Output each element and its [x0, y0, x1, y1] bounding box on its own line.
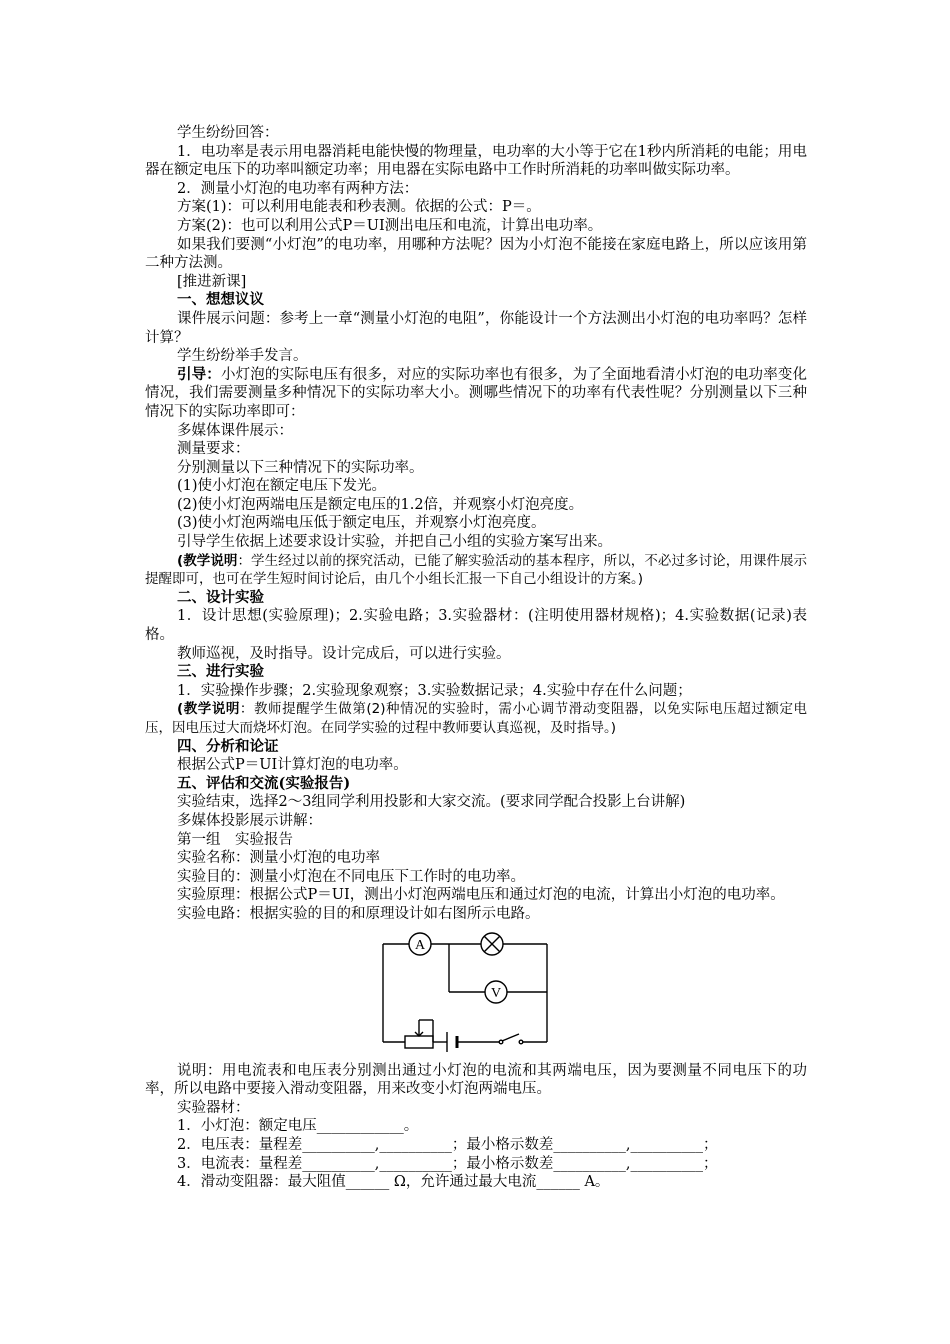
paragraph: 实验器材： — [177, 1099, 250, 1116]
paragraph: 3．电流表：量程差__________,__________；最小格示数差__________,__________； — [177, 1155, 718, 1172]
paragraph: 多媒体课件展示： — [177, 422, 293, 439]
paragraph: (2)使小灯泡两端电压是额定电压的1.2倍，并观察小灯泡亮度。 — [177, 496, 584, 513]
paragraph: 实验名称：测量小灯泡的电功率 — [177, 850, 380, 867]
lamp-symbol — [481, 933, 503, 955]
note-label: (教学说明 — [177, 701, 240, 718]
voltmeter-symbol — [485, 981, 507, 1003]
paragraph: 测量要求： — [177, 441, 250, 458]
paragraph: 学生纷纷回答： — [177, 125, 279, 141]
paragraph: 2．测量小灯泡的电功率有两种方法： — [177, 180, 419, 197]
paragraph: 引导学生依据上述要求设计实验，并把自己小组的实验方案写出来。 — [177, 534, 612, 551]
switch-symbol — [499, 1034, 523, 1044]
paragraph: 课件展示问题：参考上一章“测量小灯泡的电阻”，你能设计一个方法测出小灯泡的电功率吗？怎样计算？ — [145, 310, 807, 346]
note-text: ：教师提醒学生做第(2)种情况的实验时，需小心调节滑动变阻器，以免实际电压超过额定电压，因电压过大而烧坏灯泡。在同学实验的过程中教师要认真巡视，及时指导。) — [145, 701, 807, 736]
paragraph: 1．小灯泡：额定电压____________。 — [177, 1118, 419, 1135]
section-label: [推进新课] — [177, 273, 247, 290]
document-body — [145, 124, 807, 1192]
note-text: ：学生经过以前的探究活动，已能了解实验活动的基本程序，所以，不必过多讨论，用课件展示提醒即可，也可在学生短时间讨论后，由几个小组长汇报一下自己小组设计的方案。) — [145, 552, 808, 588]
paragraph: 实验目的：测量小灯泡在不同电压下工作时的电功率。 — [177, 868, 525, 885]
paragraph: 实验结束，选择2～3组同学利用投影和大家交流。(要求同学配合投影上台讲解) — [177, 794, 686, 811]
ammeter-label: A — [414, 937, 426, 953]
paragraph: 实验电路：根据实验的目的和原理设计如右图所示电路。 — [177, 905, 540, 922]
circuit-svg — [381, 928, 551, 1052]
paragraph: 如果我们要测“小灯泡”的电功率，用哪种方法呢？因为小灯泡不能接在家庭电路上，所以应该用第二种方法测。 — [145, 236, 807, 272]
paragraph: 方案(1)：可以利用电能表和秒表测。依据的公式：P＝。 — [177, 199, 541, 216]
section-heading: 四、分析和论证 — [177, 737, 279, 755]
guide-text: 小灯泡的实际电压有很多，对应的实际功率也有很多，为了全面地看清小灯泡的电功率变化情况，我们需要测量多种情况下的实际功率大小。测哪些情况下的功率有代表性呢？分别测量以下三种情况下的实际功率即可： — [145, 366, 808, 420]
paragraph: 方案(2)：也可以利用公式P＝UI测出电压和电流，计算出电功率。 — [177, 217, 603, 234]
section-heading: 二、设计实验 — [177, 588, 264, 606]
paragraph: 1．电功率是表示用电器消耗电能快慢的物理量，电功率的大小等于它在1秒内所消耗的电能；用电器在额定电压下的功率叫额定功率；用电器在实际电路中工作时所消耗的功率叫做实际功率。 — [145, 143, 807, 179]
section-heading: 一、想想议议 — [177, 291, 264, 309]
guide-label: 引导： — [177, 365, 221, 383]
paragraph: 1．设计思想(实验原理)；2.实验电路；3.实验器材：(注明使用器材规格)；4.实验数据(记录)表格。 — [145, 608, 807, 644]
paragraph: 多媒体投影展示讲解： — [177, 812, 322, 829]
paragraph: 分别测量以下三种情况下的实际功率。 — [177, 459, 424, 476]
paragraph: 学生纷纷举手发言。 — [177, 348, 308, 365]
paragraph: (1)使小灯泡在额定电压下发光。 — [177, 478, 387, 495]
section-heading: 三、进行实验 — [177, 663, 264, 681]
paragraph: 4．滑动变阻器：最大阻值______ Ω，允许通过最大电流______ A。 — [177, 1174, 610, 1191]
paragraph — [145, 366, 807, 422]
voltmeter-label: V — [490, 985, 502, 1001]
paragraph: 1．实验操作步骤；2.实验现象观察；3.实验数据记录；4.实验中存在什么问题； — [177, 682, 692, 699]
paragraph: 教师巡视，及时指导。设计完成后，可以进行实验。 — [177, 645, 511, 662]
section-heading: 五、评估和交流(实验报告) — [177, 774, 351, 792]
circuit-diagram — [381, 928, 551, 1052]
paragraph: 第一组 实验报告 — [177, 831, 293, 848]
teaching-note — [145, 552, 807, 589]
ammeter-symbol — [409, 933, 431, 955]
rheostat-symbol — [405, 1020, 433, 1048]
paragraph: (3)使小灯泡两端电压低于额定电压，并观察小灯泡亮度。 — [177, 515, 546, 532]
paragraph: 实验原理：根据公式P＝UI，测出小灯泡两端电压和通过灯泡的电流，计算出小灯泡的电功率。 — [177, 887, 785, 904]
teaching-note — [145, 700, 807, 737]
paragraph: 根据公式P＝UI计算灯泡的电功率。 — [177, 757, 408, 774]
paragraph: 说明：用电流表和电压表分别测出通过小灯泡的电流和其两端电压，因为要测量不同电压下的功率，所以电路中要接入滑动变阻器，用来改变小灯泡两端电压。 — [145, 1062, 807, 1098]
note-label: (教学说明 — [177, 552, 238, 569]
battery-symbol — [447, 1032, 457, 1052]
paragraph: 2．电压表：量程差__________,__________；最小格示数差__________,__________； — [177, 1136, 718, 1153]
